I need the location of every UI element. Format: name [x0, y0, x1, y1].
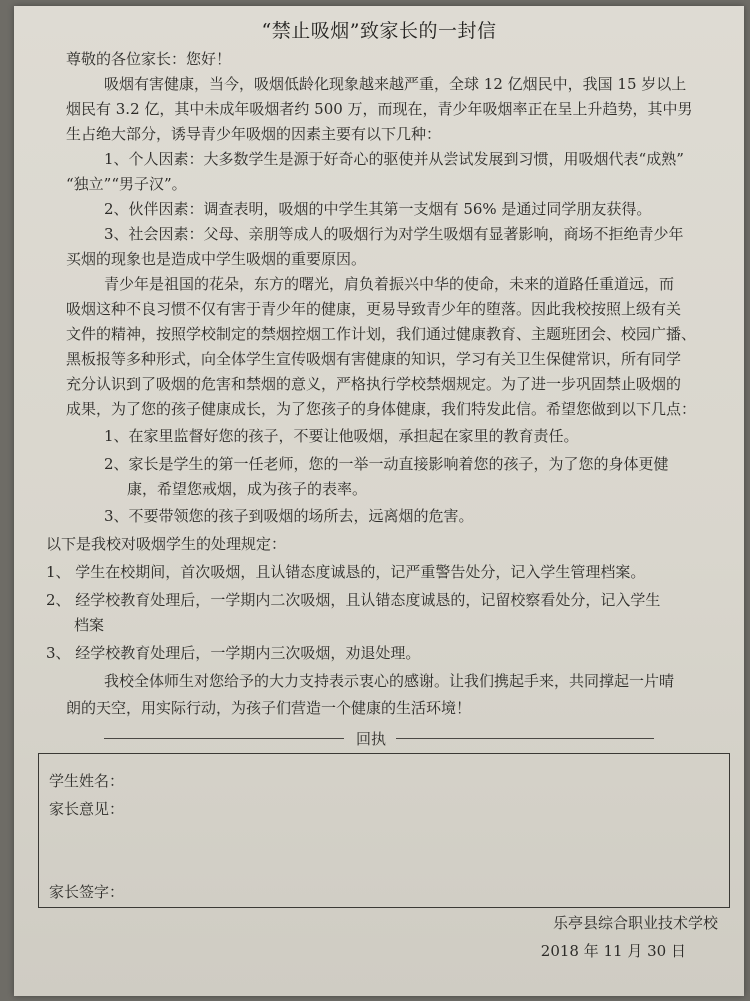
body-line-2: 吸烟这种不良习惯不仅有害于青少年的健康，更易导致青少年的堕落。因此我校按照上级有关	[66, 300, 682, 318]
rules-intro: 以下是我校对吸烟学生的处理规定：	[46, 535, 287, 553]
intro-line-3: 生占绝大部分，诱导青少年吸烟的因素主要有以下几种：	[66, 125, 442, 143]
intro-line-1: 吸烟有害健康，当今，吸烟低龄化现象越来越严重，全球 12 亿烟民中，我国 15 岁以上	[104, 75, 687, 93]
letter-date: 2018 年 11 月 30 日	[540, 942, 686, 960]
body-line-3: 文件的精神，按照学校制定的禁烟控烟工作计划，我们通过健康教育、主题班团会、校园广播、	[66, 325, 697, 343]
factor-3-line-2: 买烟的现象也是造成中学生吸烟的重要原因。	[66, 250, 367, 268]
request-3: 3、不要带领您的孩子到吸烟的场所去，远离烟的危害。	[104, 507, 474, 525]
factor-2-line-1: 2、伙伴因素：调查表明，吸烟的中学生其第一支烟有 56% 是通过同学朋友获得。	[104, 200, 652, 218]
rule-3: 3、 经学校教育处理后，一学期内三次吸烟，劝退处理。	[46, 644, 421, 662]
closing-line-1: 我校全体师生对您给予的大力支持表示衷心的感谢。让我们携起手来，共同撑起一片晴	[104, 672, 675, 690]
receipt-label: 回执	[356, 730, 387, 748]
parent-signature-label: 家长签字：	[49, 883, 125, 901]
factor-1-line-1: 1、个人因素：大多数学生是源于好奇心的驱使并从尝试发展到习惯，用吸烟代表“成熟”	[104, 150, 684, 168]
receipt-separator	[104, 728, 654, 748]
body-line-6: 成果，为了您的孩子健康成长，为了您孩子的身体健康，我们特发此信。希望您做到以下几点：	[66, 400, 697, 418]
school-name: 乐亭县综合职业技术学校	[552, 914, 718, 932]
parent-opinion-label: 家长意见：	[49, 800, 125, 818]
separator-dash-left	[104, 738, 344, 739]
letter-page	[14, 6, 744, 996]
greeting: 尊敬的各位家长：您好！	[66, 50, 232, 68]
body-line-5: 充分认识到了吸烟的危害和禁烟的意义，严格执行学校禁烟规定。为了进一步巩固禁止吸烟的	[66, 375, 682, 393]
request-2-line-1: 2、家长是学生的第一任老师，您的一举一动直接影响着您的孩子，为了您的身体更健	[104, 455, 669, 473]
intro-line-2: 烟民有 3.2 亿，其中未成年吸烟者约 500 万，而现在，青少年吸烟率正在呈上升趋势，其中男	[66, 100, 693, 118]
separator-dash-right	[396, 738, 654, 739]
letter-title: “禁止吸烟”致家长的一封信	[261, 20, 497, 42]
closing-line-2: 朗的天空，用实际行动，为孩子们营造一个健康的生活环境！	[66, 699, 472, 717]
factor-3-line-1: 3、社会因素：父母、亲朋等成人的吸烟行为对学生吸烟有显著影响，商场不拒绝青少年	[104, 225, 684, 243]
request-2-line-2: 康，希望您戒烟，成为孩子的表率。	[127, 480, 368, 498]
rule-1: 1、 学生在校期间，首次吸烟，且认错态度诚恳的，记严重警告处分，记入学生管理档案。	[46, 563, 646, 581]
student-name-label: 学生姓名：	[49, 772, 125, 790]
factor-1-line-2: “独立”“男子汉”。	[66, 175, 187, 193]
request-1: 1、在家里监督好您的孩子，不要让他吸烟，承担起在家里的教育责任。	[104, 427, 579, 445]
rule-2-line-2: 档案	[74, 616, 105, 634]
receipt-box	[38, 753, 730, 908]
rule-2-line-1: 2、 经学校教育处理后，一学期内二次吸烟，且认错态度诚恳的，记留校察看处分，记入学生	[46, 591, 661, 609]
body-line-1: 青少年是祖国的花朵，东方的曙光，肩负着振兴中华的使命，未来的道路任重道远，而	[104, 275, 675, 293]
body-line-4: 黑板报等多种形式，向全体学生宣传吸烟有害健康的知识，学习有关卫生保健常识，所有同学	[66, 350, 682, 368]
